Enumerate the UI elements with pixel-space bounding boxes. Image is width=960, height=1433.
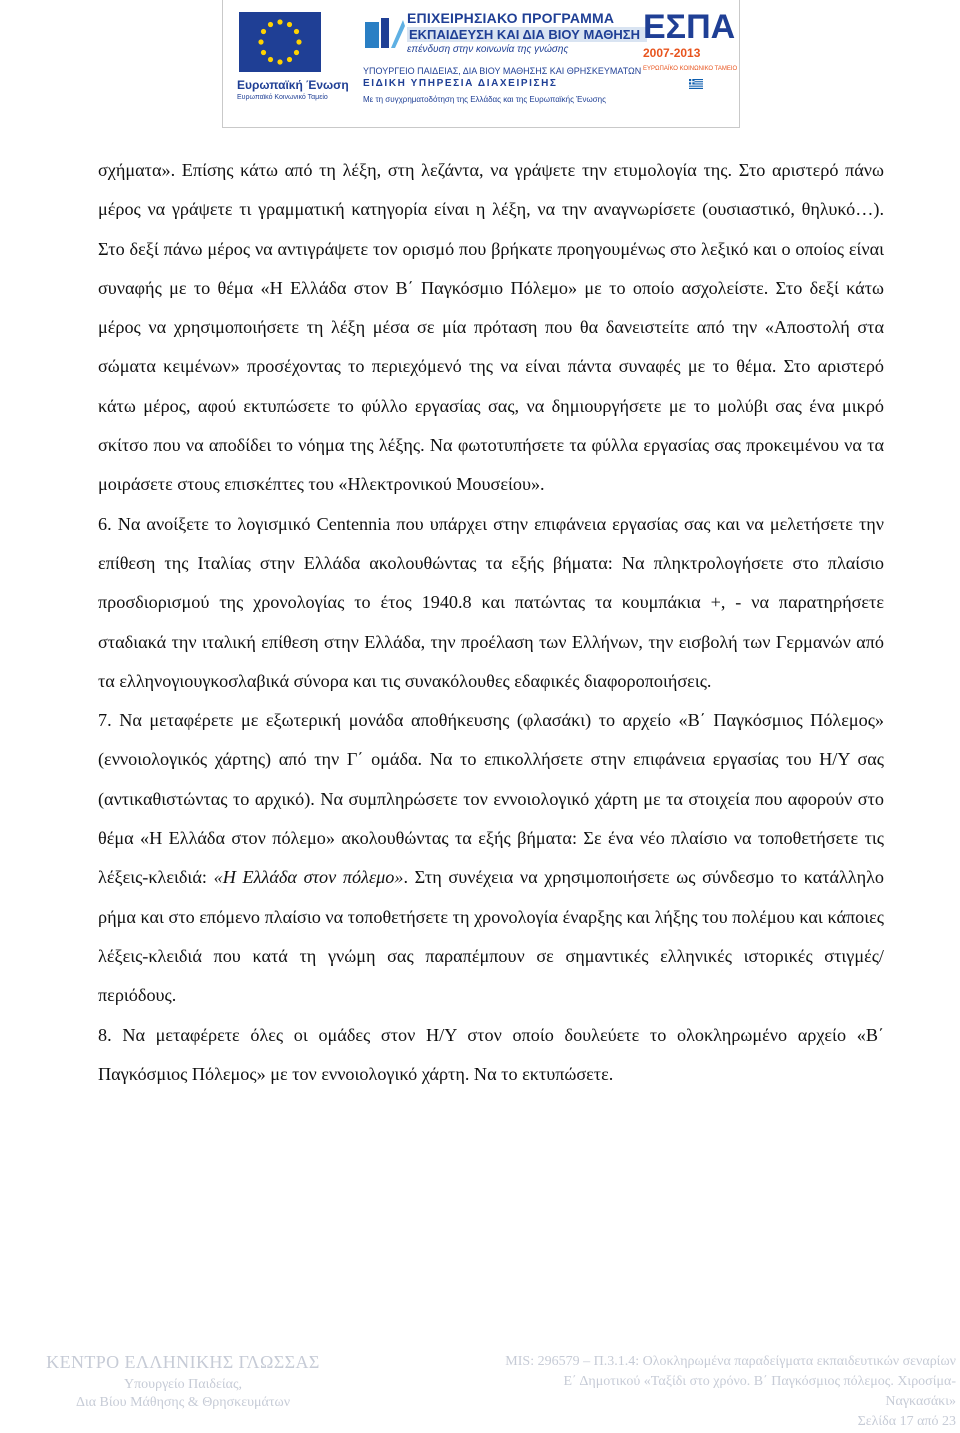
list-item-7 [98, 701, 884, 1015]
eu-label: Ευρωπαϊκή Ένωση [237, 78, 349, 92]
document-body [98, 151, 884, 1094]
page-footer [0, 1346, 960, 1433]
footer-org: ΚΕΝΤΡΟ ΕΛΛΗΝΙΚΗΣ ΓΛΩΣΣΑΣ [46, 1352, 320, 1372]
program-title [407, 10, 647, 55]
ministry-line1: ΥΠΟΥΡΓΕΙΟ ΠΑΙΔΕΙΑΣ, ΔΙΑ ΒΙΟΥ ΜΑΘΗΣΗΣ ΚΑΙ ΘΡΗΣΚΕΥΜΑΤΩΝ [363, 66, 642, 76]
program-logo-icon [363, 16, 407, 52]
espa-logo [643, 8, 738, 72]
paragraph-continued: σχήματα». Επίσης κάτω από τη λέξη, στη λεζάντα, να γράψετε την ετυμολογία της. Στο αριστερό πάνω μέρος να γράψετε τι γραμματική κατηγορία είναι η λέξη, να την αναγνωρίσετε (ουσιαστικό, θηλυκό…). Στο δεξί πάνω μέρος να αντιγράψετε τον ορισμό που βρήκατε προηγουμένως στο λεξικό και ο οποίος είναι συναφής με το θέμα «Η Ελλάδα στον Β΄ Παγκόσμιο Πόλεμο» με το οποίο ασχολείστε. Στο δεξί κάτω μέρος να χρησιμοποιήσετε τη λέξη μέσα σε μία πρόταση που θα δανειστείτε από την «Αποστολή στα σώματα κειμένων» προσέχοντας το περιεχόμενό της να είναι πάντα συναφές με το θέμα. Στο αριστερό κάτω μέρος, αφού εκτυπώσετε το φύλλο εργασίας σας, να δημιουργήσετε με το μολύβι σας ένα μικρό σκίτσο που να αποδίδει το νόημα της λέξης. Να φωτοτυπήσετε τα φύλλα εργασίας σας προκειμένου να τα μοιράσετε στους επισκέπτες του «Ηλεκτρονικού Μουσείου». [98, 160, 884, 495]
list-item-8 [98, 1016, 884, 1095]
program-line3: επένδυση στην κοινωνία της γνώσης [407, 44, 569, 55]
espa-name: ΕΣΠΑ [643, 8, 736, 46]
ministry-block [363, 66, 642, 104]
footer-project-line3: Ναγκασάκι» [885, 1394, 956, 1409]
cofinance-line: Με τη συγχρηματοδότηση της Ελλάδας και της Ευρωπαϊκής Ένωσης [363, 95, 606, 104]
list-item-text-cont: . Στη συνέχεια να χρησιμοποιήσετε ως σύνδεσμο το κατάλληλο ρήμα και στο επόμενο πλαίσιο να τοποθετήσετε τη χρονολογία έναρξης και λήξης του πολέμου και κάποιες λέξεις-κλειδιά που κατά τη γνώμη σας παραπέμπουν σε σημαντικές ελληνικές ιστορικές στιγμές/περιόδους. [98, 867, 884, 1006]
header-banner [222, 0, 740, 128]
greek-flag-icon [689, 76, 703, 86]
page-number: Σελίδα 17 από 23 [857, 1414, 956, 1429]
list-number: 8. [98, 1024, 112, 1045]
eu-flag-logo [239, 12, 321, 72]
list-item-text: Να ανοίξετε το λογισμικό Centennia που υπάρχει στην επιφάνεια εργασίας σας και να μελετήσετε την επίθεση της Ιταλίας στην Ελλάδα ακολουθώντας τα εξής βήματα: Να πληκτρολογήσετε στο πλαίσιο προσδιορισμού της χρονολογίας το έτος 1940.8 και πατώντας τα κουμπάκια +, - να παρατηρήσετε σταδιακά την ιταλική επίθεση στην Ελλάδα, την προέλαση των Ελλήνων, την εισβολή των Γερμανών από τα ελληνογιουγκοσλαβικά σύνορα και τις συνακόλουθες εδαφικές διαφοροποιήσεις. [98, 513, 884, 691]
program-line2: ΕΚΠΑΙΔΕΥΣΗ ΚΑΙ ΔΙΑ ΒΙΟΥ ΜΑΘΗΣΗ [407, 27, 647, 42]
list-item-text: Να μεταφέρετε όλες οι ομάδες στον Η/Υ στον οποίο δουλεύετε το ολοκληρωμένο αρχείο «Β΄ Παγκόσμιος Πόλεμος» με τον εννοιολογικό χάρτη. Να το εκτυπώσετε. [98, 1024, 885, 1084]
footer-right [386, 1352, 956, 1432]
footer-ministry2: Δια Βίου Μάθησης & Θρησκευμάτων [75, 1395, 291, 1410]
list-number: 6. [98, 513, 112, 534]
footer-ministry1: Υπουργείο Παιδείας, [123, 1377, 243, 1392]
list-number: 7. [98, 710, 112, 731]
espa-years: 2007-2013 [643, 46, 701, 60]
espa-sub: ΕΥΡΩΠΑΪΚΟ ΚΟΙΝΩΝΙΚΟ ΤΑΜΕΙΟ [643, 66, 738, 72]
keyword-italic: «Η Ελλάδα στον πόλεμο» [213, 867, 404, 888]
footer-project-line2: Ε΄ Δημοτικού «Ταξίδι στο χρόνο. Β΄ Παγκόσμιος πόλεμος. Χιροσίμα- [563, 1374, 956, 1389]
list-item-text: Να μεταφέρετε με εξωτερική μονάδα αποθήκευσης (φλασάκι) το αρχείο «Β΄ Παγκόσμιος Πόλεμος» (εννοιολογικός χάρτης) από την Γ΄ ομάδα. Να το επικολλήσετε στην επιφάνεια εργασίας του Η/Υ σας (αντικαθιστώντας το αρχικό). Να συμπληρώσετε τον εννοιολογικό χάρτη με τα στοιχεία που αφορούν στο θέμα «Η Ελλάδα στον πόλεμο» ακολουθώντας τα εξής βήματα: Σε ένα νέο πλαίσιο να τοποθετήσετε τις λέξεις-κλειδιά: [98, 710, 885, 888]
eu-sublabel: Ευρωπαϊκό Κοινωνικό Ταμείο [237, 94, 328, 101]
footer-project-line1: MIS: 296579 – Π.3.1.4: Ολοκληρωμένα παραδείγματα εκπαιδευτικών σεναρίων [505, 1354, 956, 1369]
list-item-6 [98, 505, 884, 701]
ministry-line2: ΕΙΔΙΚΗ ΥΠΗΡΕΣΙΑ ΔΙΑΧΕΙΡΙΣΗΣ [363, 78, 558, 89]
program-line1: ΕΠΙΧΕΙΡΗΣΙΑΚΟ ΠΡΟΓΡΑΜΜΑ [407, 10, 615, 26]
footer-left [14, 1352, 352, 1411]
